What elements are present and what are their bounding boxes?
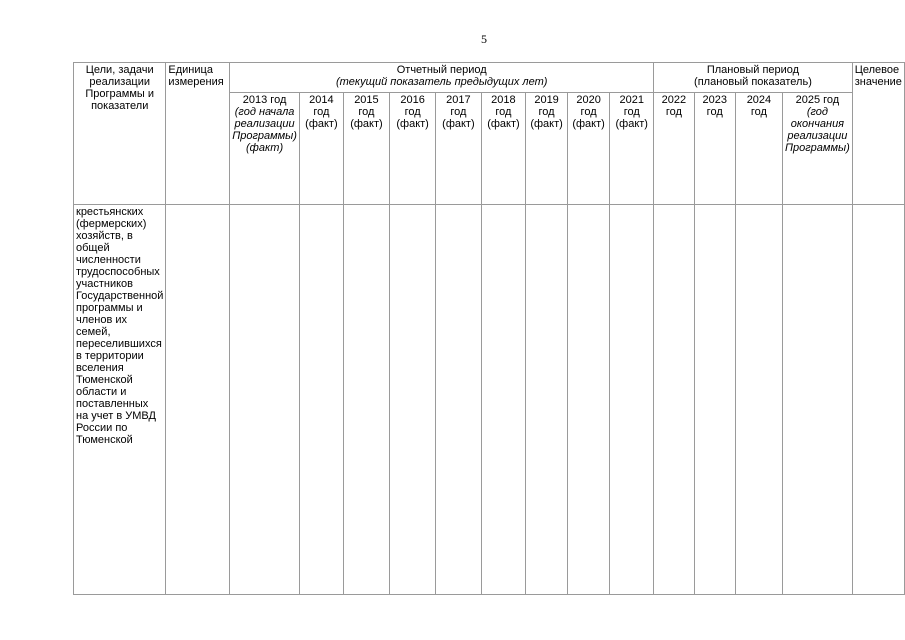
- indicator-text: крестьянских (фермерских) хозяйств, в общей численности трудоспособных участников Государственной программы и членов их семей, переселившихся в территории вселения Тюменской области и поставленных на учет в УМВД России по Тюменской: [74, 205, 166, 595]
- year-note: (факт): [615, 118, 648, 130]
- year-label: 2015 год: [354, 94, 379, 118]
- cell-value: [735, 205, 782, 595]
- year-header: [481, 93, 526, 205]
- cell-value: [694, 205, 735, 595]
- year-note: (факт): [350, 118, 383, 130]
- year-note: (факт): [572, 118, 605, 130]
- year-label: 2020 год: [576, 94, 601, 118]
- plan-subtitle: (плановый показатель): [694, 76, 812, 88]
- year-header: [230, 93, 300, 205]
- cell-value: [343, 205, 389, 595]
- header-target: Целевое значение: [852, 63, 904, 205]
- cell-value: [230, 205, 300, 595]
- year-header: [783, 93, 853, 205]
- year-header: [343, 93, 389, 205]
- year-note: (год начала реализации Программы) (факт): [232, 106, 297, 154]
- year-header: [390, 93, 436, 205]
- year-note: (факт): [530, 118, 563, 130]
- plan-title: Плановый период: [706, 64, 800, 76]
- year-note: (факт): [442, 118, 475, 130]
- year-header: [526, 93, 568, 205]
- year-label: 2023 год: [702, 94, 727, 118]
- year-header: [694, 93, 735, 205]
- cell-value: [526, 205, 568, 595]
- year-label: 2014 год: [309, 94, 334, 118]
- year-label: 2017 год: [446, 94, 471, 118]
- year-header: [654, 93, 694, 205]
- cell-value: [390, 205, 436, 595]
- year-label: 2022 год: [661, 94, 687, 118]
- year-label: 2025 год: [795, 94, 840, 106]
- report-title: Отчетный период: [396, 64, 487, 76]
- year-header: [735, 93, 782, 205]
- cell-value: [567, 205, 609, 595]
- year-header: [436, 93, 481, 205]
- cell-target: [852, 205, 904, 595]
- cell-value: [481, 205, 526, 595]
- cell-value: [436, 205, 481, 595]
- header-plan-period: [654, 63, 853, 93]
- year-label: 2019 год: [534, 94, 559, 118]
- cell-value: [783, 205, 853, 595]
- year-header: [610, 93, 654, 205]
- year-note: (факт): [305, 118, 338, 130]
- year-note: (факт): [487, 118, 520, 130]
- year-label: 2021 год: [619, 94, 644, 118]
- header-unit: Единица измерения: [166, 63, 230, 205]
- indicators-table: [73, 62, 905, 595]
- year-label: 2024 год: [746, 94, 772, 118]
- year-label: 2018 год: [491, 94, 516, 118]
- header-report-period: [230, 63, 654, 93]
- cell-unit: [166, 205, 230, 595]
- report-subtitle: (текущий показатель предыдущих лет): [335, 76, 548, 88]
- cell-value: [654, 205, 694, 595]
- cell-value: [610, 205, 654, 595]
- year-header: [299, 93, 343, 205]
- header-goals: Цели, задачи реализации Программы и показатели: [74, 63, 166, 205]
- cell-value: [299, 205, 343, 595]
- year-label: 2013 год: [242, 94, 287, 106]
- year-note: (факт): [396, 118, 429, 130]
- year-note: (год окончания реализации Программы): [785, 106, 850, 154]
- year-label: 2016 год: [400, 94, 425, 118]
- page-number: 5: [481, 32, 487, 46]
- year-header: [567, 93, 609, 205]
